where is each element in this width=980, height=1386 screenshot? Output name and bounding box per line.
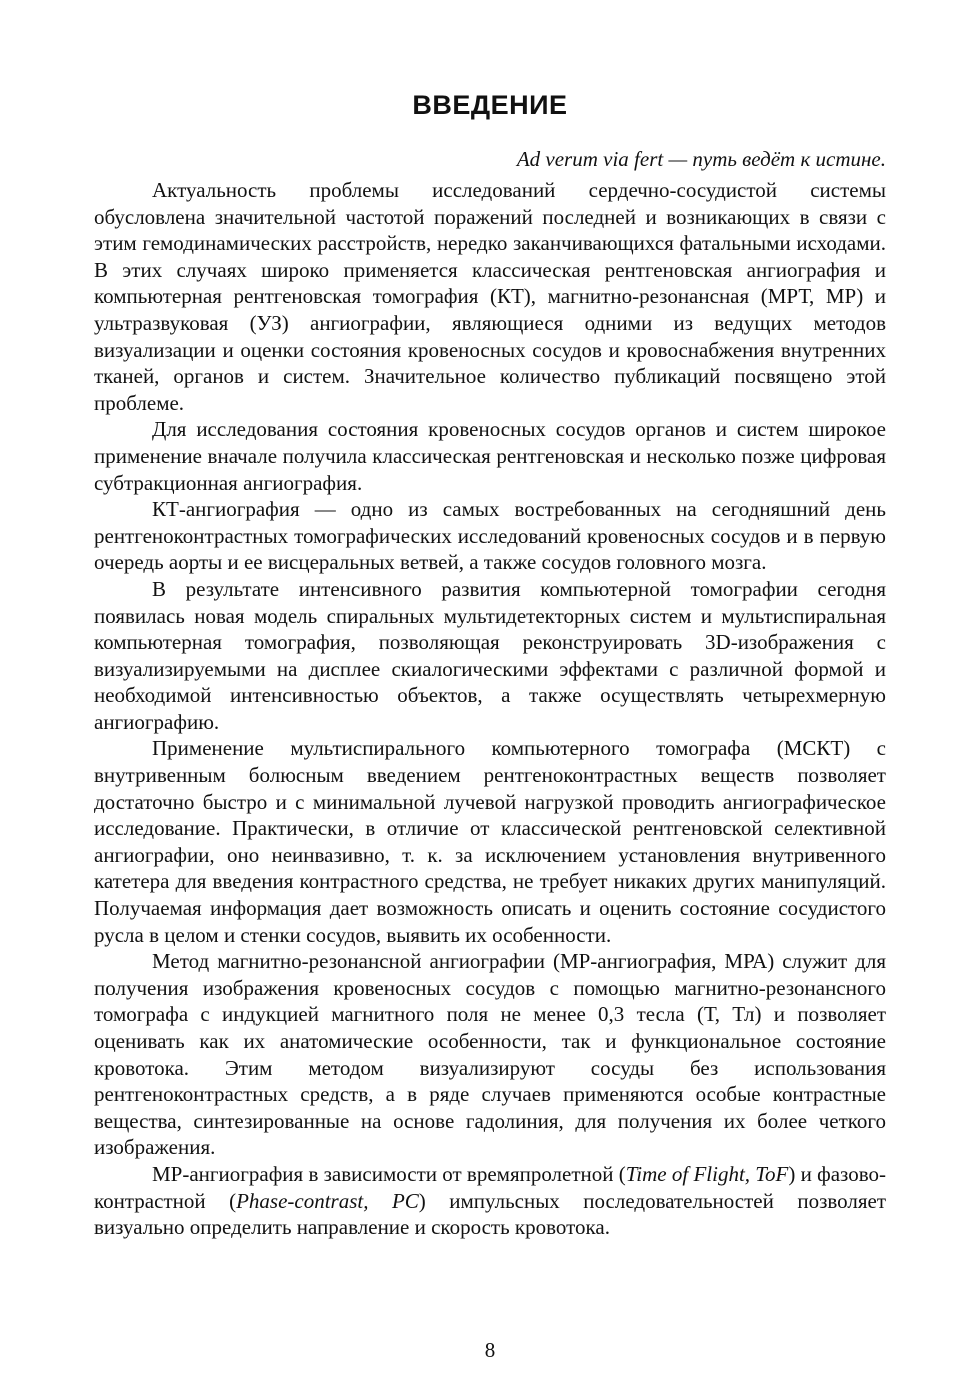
paragraph-7 [94,1161,886,1241]
paragraph-6: Метод магнитно-резонансной ангиографии (МР-ангиография, МРА) служит для получения изображения кровеносных сосудов с помощью магнитно-резонансного томографа с индукцией магнитного поля не менее 0,3 тесла (Т, Тл) и позволяет оценивать как их анатомические особенности, так и функциональное состояние кровотока. Этим методом визуализируют сосуды без использования рентгеноконтрастных средств, а в ряде случаев применяются особые контрастные вещества, синтезированные на основе гадолиния, для получения их более четкого изображения. [94,949,886,1160]
paragraph-7-part-2: ) и фазово-контрастной ( [94,1161,886,1213]
paragraph-4: В результате интенсивного развития компьютерной томографии сегодня появилась новая модель спиральных мультидетекторных систем и мультиспиральная компьютерная томография, позволяющая реконструировать 3D-изображения с визуализируемыми на дисплее скиалогическими эффектами с различной формой и необходимой интенсивностью объектов, а также осуществлять четырехмерную ангиографию. [94,576,886,734]
page-number: 8 [484,1338,496,1362]
paragraph-5: Применение мультиспирального компьютерного томографа (МСКТ) с внутривенным болюсным введением рентгеноконтрастных веществ позволяет достаточно быстро и с минимальной лучевой нагрузкой проводить ангиографическое исследование. Практически, в отличие от классической рентгеновской селективной ангиографии, оно неинвазивно, т. к. за исключением установления внутривенного катетера для введения контрастного средства, не требует никаких других манипуляций. Получаемая информация дает возможность описать и оценить состояние сосудистого русла в целом и стенки сосудов, выявить их особенности. [94,736,886,947]
paragraph-2: Для исследования состояния кровеносных сосудов органов и систем широкое применение вначале получила классическая рентгеновская и несколько позже цифровая субтракционная ангиография. [94,417,886,495]
paragraph-7-term-tof: Time of Flight, ToF [625,1161,789,1186]
chapter-title: ВВЕДЕНИЕ [412,90,568,120]
epigraph: Ad verum via fert — путь ведёт к истине. [516,147,886,171]
paragraph-3: КТ-ангиография — одно из самых востребованных на сегодняшний день рентгеноконтрастных томографических исследований кровеносных сосудов и в первую очередь аорты и ее висцеральных ветвей, а также сосудов головного мозга. [94,497,886,575]
paragraph-7-part-1: МР-ангиография в зависимости от времяпролетной ( [152,1161,626,1186]
paragraph-7-part-3: ) импульсных последовательностей позволяет визуально определить направление и скорость кровотока. [94,1188,886,1240]
paragraph-1: Актуальность проблемы исследований сердечно-сосудистой системы обусловлена значительной частотой поражений последней и возникающих в связи с этим гемодинамических расстройств, нередко заканчивающихся фатальными исходами. В этих случаях широко применяется классическая рентгеновская ангиография и компьютерная рентгеновская томография (КТ), магнитно-резонансная (МРТ, МР) и ультразвуковая (УЗ) ангиографии, являющиеся одними из ведущих методов визуализации и оценки состояния кровеносных сосудов и кровоснабжения внутренних тканей, органов и систем. Значительное количество публикаций посвящено этой проблеме. [94,178,886,415]
body-text [94,177,886,1241]
paragraph-7-term-pc: Phase-contrast, PC [236,1188,419,1213]
